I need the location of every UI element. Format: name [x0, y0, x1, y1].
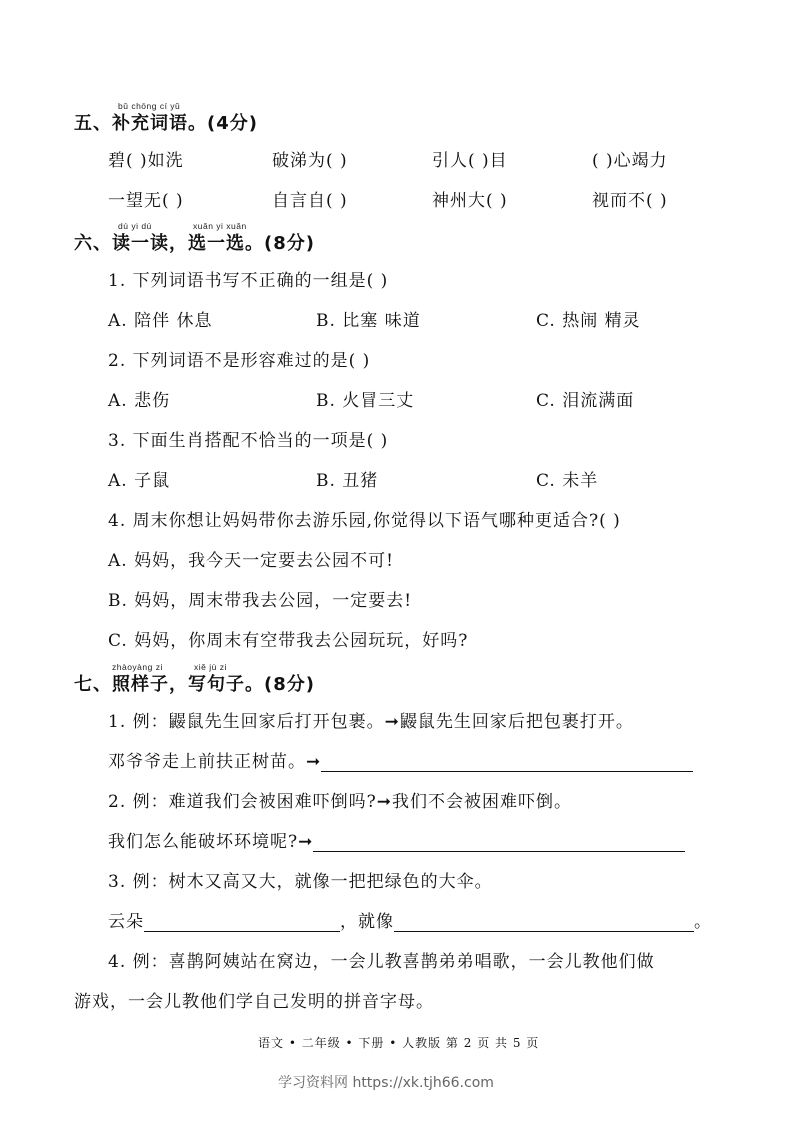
option: A. 陪伴 休息 — [108, 311, 213, 331]
section5-item: 视而不( ) — [592, 191, 668, 211]
task-3 — [108, 907, 712, 932]
answer-blank-1[interactable] — [321, 753, 693, 772]
section5-title: 五、补充词语。(4分) — [74, 113, 258, 134]
section7-pinyin-write: xiě jù zi — [194, 662, 227, 672]
answer-blank-2[interactable] — [313, 833, 685, 852]
option: B. 比塞 味道 — [316, 311, 421, 331]
section6-title: 六、读一读，选一选。(8分) — [74, 233, 315, 254]
section5-item: 破涕为( ) — [272, 151, 348, 171]
example-3: 3. 例：树木又高又大，就像一把把绿色的大伞。 — [108, 872, 493, 892]
option: A. 悲伤 — [108, 391, 171, 411]
question-3: 3. 下面生肖搭配不恰当的一项是( ) — [108, 431, 389, 451]
option: C. 热闹 精灵 — [536, 311, 641, 331]
section6-pinyin-choose: xuǎn yi xuǎn — [193, 221, 247, 231]
task-2-prompt: 我们怎么能破坏环境呢?➞ — [108, 832, 314, 852]
example-4-line2: 游戏，一会儿教他们学自己发明的拼音字母。 — [74, 992, 434, 1012]
question-1: 1. 下列词语书写不正确的一组是( ) — [108, 271, 389, 291]
task-3-end: 。 — [694, 912, 712, 932]
question-4: 4. 周末你想让妈妈带你去游乐园,你觉得以下语气哪种更适合?( ) — [108, 511, 621, 531]
watermark: 学习资料网 https://xk.tjh66.com — [278, 1075, 494, 1091]
answer-blank-3a[interactable] — [144, 913, 340, 932]
task-1-prompt: 邓爷爷走上前扶正树苗。➞ — [108, 752, 322, 772]
section5-item: ( )心竭力 — [592, 151, 668, 171]
section5-item: 碧( )如洗 — [108, 151, 184, 171]
task-2 — [108, 827, 685, 852]
section6-pinyin-read: dú yi dú — [118, 221, 152, 231]
option: C. 妈妈，你周末有空带我去公园玩玩，好吗? — [108, 631, 469, 651]
task-1 — [108, 747, 693, 772]
example-1: 1. 例：鼹鼠先生回家后打开包裹。➞鼹鼠先生回家后把包裹打开。 — [108, 712, 634, 732]
option: A. 子鼠 — [108, 471, 171, 491]
example-4-line1: 4. 例：喜鹊阿姨站在窝边，一会儿教喜鹊弟弟唱歌，一会儿教他们做 — [108, 952, 655, 972]
option: A. 妈妈，我今天一定要去公园不可! — [108, 551, 394, 571]
question-2: 2. 下列词语不是形容难过的是( ) — [108, 351, 371, 371]
section5-item: 神州大( ) — [432, 191, 508, 211]
answer-blank-3b[interactable] — [394, 913, 694, 932]
section5-item: 一望无( ) — [108, 191, 184, 211]
task-3-prompt-a: 云朵 — [108, 912, 144, 932]
section5-pinyin: bǔ chōng cí yǔ — [118, 101, 181, 111]
option: C. 未羊 — [536, 471, 599, 491]
section7-title: 七、照样子，写句子。(8分) — [74, 674, 315, 695]
page-footer: 语文 • 二年级 • 下册 • 人教版 第 2 页 共 5 页 — [258, 1036, 540, 1050]
task-3-prompt-b: ，就像 — [340, 912, 394, 932]
option: B. 丑猪 — [316, 471, 379, 491]
section5-item: 引人( )目 — [432, 151, 508, 171]
section5-item: 自言自( ) — [272, 191, 348, 211]
section7-pinyin-example: zhàoyàng zi — [112, 662, 163, 672]
option: B. 妈妈，周末带我去公园，一定要去! — [108, 591, 413, 611]
example-2: 2. 例：难道我们会被困难吓倒吗?➞我们不会被困难吓倒。 — [108, 792, 572, 812]
option: C. 泪流满面 — [536, 391, 635, 411]
option: B. 火冒三丈 — [316, 391, 415, 411]
